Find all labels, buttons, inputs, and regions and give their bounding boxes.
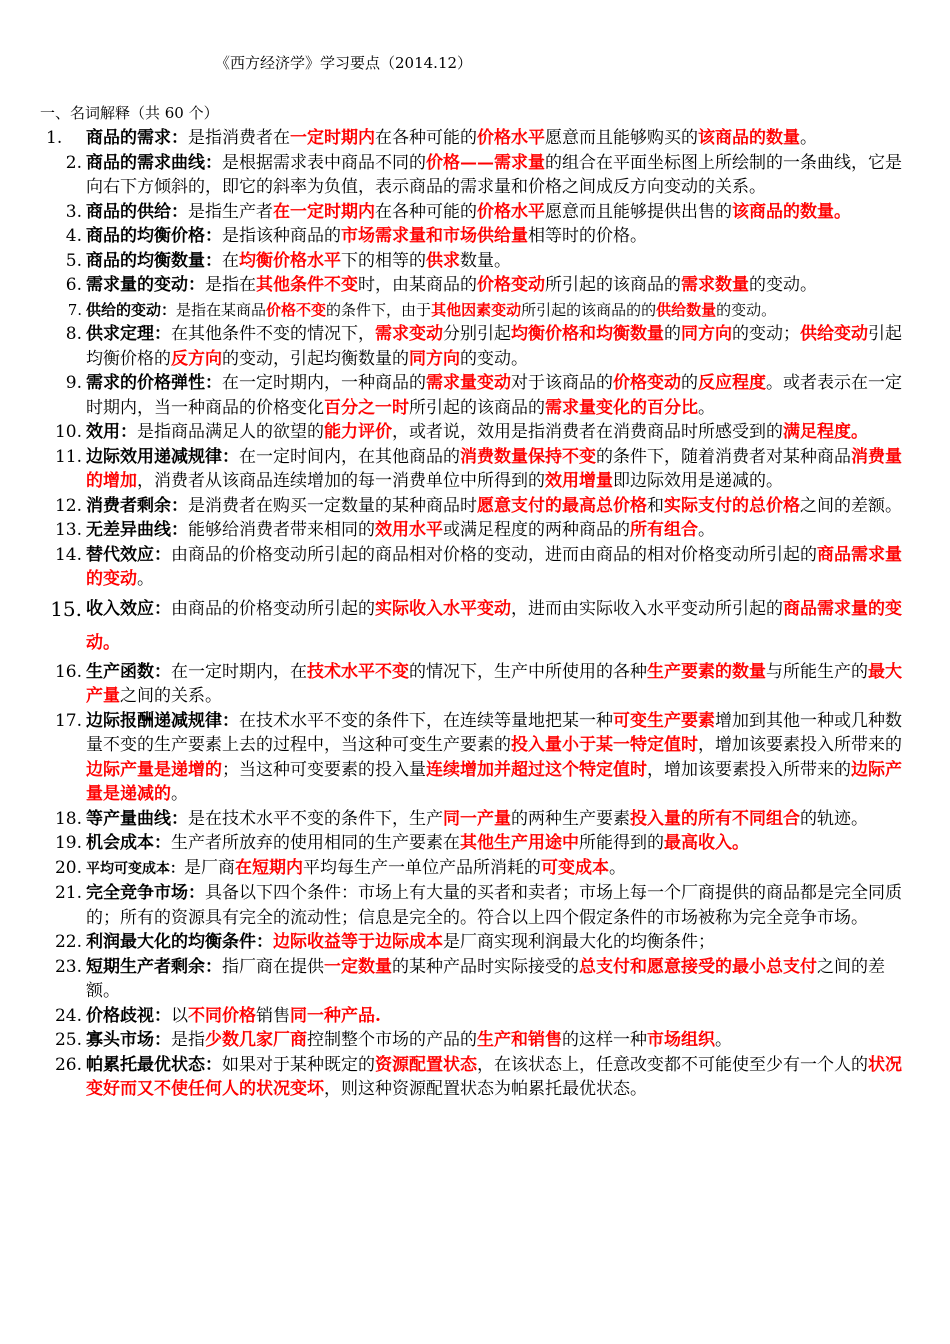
key-phrase: 供给变动: [800, 324, 868, 344]
key-phrase: 状况变好而又不使任何人的状况变坏: [86, 1054, 902, 1099]
key-phrase: 投入量小于某一特定值时: [511, 735, 698, 755]
definition-entry: [40, 249, 910, 274]
definition-text: 引起均衡价格的: [86, 324, 902, 369]
definition-text: 是指商品满足人的欲望的: [137, 422, 324, 442]
definition-entry: [40, 1053, 910, 1102]
key-phrase: 技术水平不变: [307, 661, 409, 682]
entry-number: 14.: [54, 544, 82, 565]
section-heading: 一、名词解释（共 60 个）: [40, 104, 219, 122]
entry-number: 17.: [54, 710, 82, 731]
definition-text: 的变动。: [749, 275, 817, 295]
key-phrase: 均衡价格和均衡数量: [511, 324, 664, 344]
key-phrase: 一定时期内: [290, 128, 375, 148]
entry-term: 机会成本：: [86, 833, 171, 853]
key-phrase: 消费量的增加: [86, 446, 902, 491]
entry-number: 11.: [54, 446, 82, 467]
definition-text: 是指: [171, 1030, 205, 1050]
definition-text: ，进而由实际收入水平变动所引起的: [511, 598, 783, 619]
key-phrase: 边际收益等于边际成本: [273, 932, 443, 952]
definition-entry: [40, 371, 910, 420]
entry-term: 利润最大化的均衡条件：: [86, 932, 273, 952]
entry-term: 商品的需求：: [86, 128, 188, 148]
key-phrase: 需求量变化的百分比: [545, 397, 698, 418]
definition-entry: [40, 445, 910, 494]
definition-entry: [40, 224, 910, 249]
definition-text: 所引起的该商品的的: [521, 300, 657, 319]
definition-entry: [40, 298, 910, 323]
definition-text: 所引起的该商品的: [409, 397, 545, 418]
key-phrase: 其他生产用途中: [460, 833, 579, 853]
entry-number: 24.: [54, 1005, 82, 1026]
definition-entry: [40, 126, 910, 151]
definition-entry: [40, 856, 910, 882]
entry-number: 8.: [65, 324, 82, 344]
definition-text: 与所能生产的: [766, 661, 868, 682]
key-phrase: 价格水平: [477, 201, 545, 222]
entry-term: 寡头市场：: [86, 1030, 171, 1050]
key-phrase: 愿意支付的最高总价格: [477, 495, 647, 516]
entry-term: 生产函数：: [86, 661, 171, 682]
key-phrase: 供求: [426, 250, 460, 271]
definition-text: 。: [698, 520, 715, 540]
key-phrase: 一定数量: [324, 956, 392, 977]
definition-text: 愿意而且能够购买的: [545, 128, 698, 148]
definition-text: 是厂商实现利润最大化的均衡条件；: [443, 932, 715, 952]
entry-number: 13.: [54, 520, 82, 540]
key-phrase: 边际产量是递减的: [86, 759, 902, 804]
definition-text: 生产者所放弃的使用相同的生产要素在: [171, 833, 460, 853]
definition-entry: [40, 273, 910, 298]
definition-entry: [40, 494, 910, 519]
entry-term: 商品的均衡数量：: [86, 250, 222, 271]
definition-text: ，在该状态上，任意改变都不可能使至少有一个人的: [477, 1054, 868, 1075]
key-phrase: 价格变动: [477, 275, 545, 295]
key-phrase: 价格不变: [266, 300, 327, 319]
definition-text: 数量。: [460, 250, 511, 271]
definition-text: 是指生产者: [188, 201, 273, 222]
entry-number: 4.: [65, 226, 82, 246]
key-phrase: 同一产量: [443, 808, 511, 829]
entry-term: 短期生产者剩余：: [86, 956, 222, 977]
entry-number: 25.: [54, 1030, 82, 1050]
entry-number: 6.: [65, 275, 82, 295]
definition-text: 的轨迹。: [800, 808, 868, 829]
entry-number: 2.: [65, 152, 82, 173]
key-phrase: 商品需求量的变动。: [86, 598, 902, 653]
definition-text: ，则这种资源配置状态为帕累托最优状态。: [324, 1079, 647, 1099]
definition-entry: [40, 200, 910, 225]
definition-text: 是指该种商品的: [222, 226, 341, 246]
definition-text: 是指在某商品: [176, 300, 267, 319]
entry-term: 替代效应：: [86, 544, 171, 565]
definition-text: 或满足程度的两种商品的: [443, 520, 630, 540]
key-phrase: 效用增量: [545, 471, 613, 491]
key-phrase: 价格变动: [613, 373, 681, 393]
definition-text: 的这样一种: [562, 1030, 647, 1050]
key-phrase: 商品需求量的变动: [86, 544, 902, 589]
key-phrase: 最大产量: [86, 661, 902, 706]
entry-number: 3.: [65, 201, 82, 222]
entry-number: 7.: [67, 300, 82, 319]
definition-text: 的条件下，由于: [326, 300, 432, 319]
definition-entry: [40, 322, 910, 371]
entry-number: 22.: [54, 932, 82, 952]
key-phrase: 最高收入。: [664, 833, 749, 853]
definition-text: 之间的关系。: [120, 686, 222, 706]
key-phrase: 同方向: [681, 324, 732, 344]
entry-term: 无差异曲线：: [86, 520, 188, 540]
definition-text: 的条件下，随着消费者对某种商品: [596, 446, 851, 467]
definition-entry: [40, 543, 910, 592]
key-phrase: 消费数量保持不变: [460, 446, 596, 467]
key-phrase: 其他条件不变: [256, 275, 358, 295]
entry-number: 20.: [54, 857, 82, 878]
definition-text: 即边际效用是递减的。: [613, 471, 783, 491]
key-phrase: 生产和销售: [477, 1030, 562, 1050]
definition-entry: [40, 660, 910, 709]
definition-text: 能够给消费者带来相同的: [188, 520, 375, 540]
definition-text: 所引起的该商品的: [545, 275, 681, 295]
definition-text: 增加到其他一种或几种数量不变的生产要素上去的过程中，当这种可变生产要素的: [86, 710, 902, 755]
definition-entry: [40, 420, 910, 445]
key-phrase: 生产要素的数量: [647, 661, 766, 682]
key-phrase: 需求量变动: [426, 373, 511, 393]
key-phrase: 同方向: [409, 348, 460, 369]
definition-text: 的变动。: [460, 348, 528, 369]
entry-number: 23.: [54, 956, 82, 977]
definition-entry: [40, 709, 910, 807]
key-phrase: 该商品的数量: [698, 128, 800, 148]
definition-entry: [40, 151, 910, 200]
definition-text: 是指在: [205, 275, 256, 295]
definition-text: 的变动；: [732, 324, 800, 344]
key-phrase: 需求数量: [681, 275, 749, 295]
definition-text: 。或者表示在一定时期内，当一种商品的价格变化: [86, 373, 902, 418]
key-phrase: 该商品的数量。: [732, 201, 851, 222]
entry-number: 5.: [65, 250, 82, 271]
entry-number: 21.: [54, 883, 82, 903]
definition-text: 愿意而且能够提供出售的: [545, 201, 732, 222]
definition-text: 时，由某商品的: [358, 275, 477, 295]
key-phrase: 连续增加并超过这个特定值时: [426, 759, 647, 780]
key-phrase: 满足程度。: [783, 422, 868, 442]
definition-text: 是在技术水平不变的条件下，生产: [188, 808, 443, 829]
definition-text: 的变动，引起均衡数量的: [222, 348, 409, 369]
definition-text: 对于该商品的: [511, 373, 613, 393]
definition-text: 在各种可能的: [375, 201, 477, 222]
definition-entry: [40, 592, 910, 660]
definition-text: 在一定时期内，一种商品的: [222, 373, 426, 393]
key-phrase: 同一种产品.: [290, 1005, 381, 1026]
key-phrase: 在短期内: [235, 857, 303, 878]
definition-text: 指厂商在提供: [222, 956, 324, 977]
key-phrase: 价格——需求量: [426, 152, 545, 173]
definition-text: 的: [664, 324, 681, 344]
definition-entry: [40, 1004, 910, 1029]
entry-term: 完全竞争市场：: [86, 883, 205, 903]
definition-entry: [40, 881, 910, 930]
entry-number: 12.: [54, 495, 82, 516]
entry-number: 9.: [65, 373, 82, 393]
entry-number: 10.: [54, 422, 82, 442]
entry-term: 收入效应：: [86, 598, 171, 619]
definition-text: 之间的差额。: [86, 956, 885, 1001]
definition-text: 具备以下四个条件：市场上有大量的买者和卖者；市场上每一个厂商提供的商品都是完全同质的；所有的资源具有完全的流动性；信息是完全的。符合以上四个假定条件的市场被称为完全竞争市场。: [86, 883, 902, 928]
entry-term: 平均可变成本：: [86, 860, 184, 877]
definition-text: 是厂商: [184, 857, 235, 878]
key-phrase: 投入量的所有不同组合: [630, 808, 800, 829]
definition-text: ；当这种可变要素的投入量: [222, 759, 426, 780]
key-phrase: 反应程度: [698, 373, 766, 393]
definition-text: 由商品的价格变动所引起的: [171, 598, 375, 619]
entry-number: 1.: [46, 128, 63, 148]
key-phrase: 价格水平: [477, 128, 545, 148]
entry-term: 效用：: [86, 422, 137, 442]
definition-text: 相等时的价格。: [528, 226, 647, 246]
definition-text: 销售: [256, 1005, 290, 1026]
definition-text: 在各种可能的: [375, 128, 477, 148]
definition-text: ，增加该要素投入所带来的: [647, 759, 851, 780]
definition-text: 平均每生产一单位产品所消耗的: [303, 857, 541, 878]
definition-entry: [40, 807, 910, 832]
key-phrase: 可变成本: [541, 857, 609, 878]
definition-text: 在一定时期内，在: [171, 661, 307, 682]
definition-text: 在其他条件不变的情况下，: [171, 324, 375, 344]
entry-term: 商品的均衡价格：: [86, 226, 222, 246]
definition-text: 在: [222, 250, 239, 271]
definition-text: ，增加该要素投入所带来的: [698, 735, 902, 755]
definition-text: 是消费者在购买一定数量的某种商品时: [188, 495, 477, 516]
definition-entry: [40, 1028, 910, 1053]
key-phrase: 实际收入水平变动: [375, 598, 511, 619]
definition-text: ，消费者从该商品连续增加的每一消费单位中所得到的: [137, 471, 545, 491]
entry-term: 供求定理：: [86, 324, 171, 344]
definition-text: 如果对于某种既定的: [222, 1054, 375, 1075]
definition-text: 。: [137, 569, 154, 589]
definition-entry: [40, 955, 910, 1004]
entry-number: 26.: [54, 1054, 82, 1075]
entry-term: 边际效用递减规律：: [86, 446, 239, 467]
entry-term: 帕累托最优状态：: [86, 1054, 222, 1075]
key-phrase: 资源配置状态: [375, 1054, 477, 1075]
definition-text: 。: [800, 128, 817, 148]
definition-text: 的: [681, 373, 698, 393]
key-phrase: 可变生产要素: [613, 710, 715, 731]
definition-text: 和: [647, 495, 664, 516]
key-phrase: 不同价格: [188, 1005, 256, 1026]
entry-number: 18.: [54, 808, 82, 829]
definition-text: 。: [171, 784, 188, 804]
key-phrase: 其他因素变动: [431, 300, 522, 319]
definition-text: 是指消费者在: [188, 128, 290, 148]
key-phrase: 效用水平: [375, 520, 443, 540]
definition-text: 是根据需求表中商品不同的: [222, 152, 426, 173]
definition-text: 由商品的价格变动所引起的商品相对价格的变动，进而由商品的相对价格变动所引起的: [171, 544, 817, 565]
definition-entry: [40, 831, 910, 856]
document-title: 《西方经济学》学习要点（2014.12）: [215, 54, 473, 72]
definition-text: 分别引起: [443, 324, 511, 344]
definition-text: 。: [715, 1030, 732, 1050]
key-phrase: 能力评价: [324, 422, 392, 442]
definition-text: 的某种产品时实际接受的: [392, 956, 579, 977]
entry-number: 16.: [54, 661, 82, 682]
key-phrase: 总支付和愿意接受的最小总支付: [579, 956, 817, 977]
key-phrase: 供给数量: [656, 300, 717, 319]
key-phrase: 少数几家厂商: [205, 1030, 307, 1050]
definition-text: 。: [609, 857, 626, 878]
entry-term: 等产量曲线：: [86, 808, 188, 829]
definition-text: 控制整个市场的产品的: [307, 1030, 477, 1050]
key-phrase: 实际支付的总价格: [664, 495, 800, 516]
definition-text: 下的相等的: [341, 250, 426, 271]
entry-number: 19.: [54, 833, 82, 853]
entry-term: 边际报酬递减规律：: [86, 710, 239, 731]
definition-text: ，或者说，效用是指消费者在消费商品时所感受到的: [392, 422, 783, 442]
definition-text: 。: [698, 397, 715, 418]
key-phrase: 均衡价格水平: [239, 250, 341, 271]
entry-term: 消费者剩余：: [86, 495, 188, 516]
entry-term: 需求量的变动：: [86, 275, 205, 295]
entry-term: 需求的价格弹性：: [86, 373, 222, 393]
definition-text: 之间的差额。: [800, 495, 902, 516]
key-phrase: 百分之一时: [324, 397, 409, 418]
entry-number: 15.: [50, 596, 82, 621]
key-phrase: 所有组合: [630, 520, 698, 540]
definition-list: [40, 126, 910, 1102]
entry-term: 商品的供给：: [86, 201, 188, 222]
definition-text: 的两种生产要素: [511, 808, 630, 829]
definition-text: 的情况下，生产中所使用的各种: [409, 661, 647, 682]
entry-term: 供给的变动：: [86, 300, 177, 319]
key-phrase: 需求变动: [375, 324, 443, 344]
key-phrase: 边际产量是递增的: [86, 759, 222, 780]
definition-entry: [40, 930, 910, 955]
key-phrase: 市场组织: [647, 1030, 715, 1050]
definition-entry: [40, 518, 910, 543]
key-phrase: 在一定时期内: [273, 201, 375, 222]
definition-text: 以: [171, 1005, 188, 1026]
definition-text: 所能得到的: [579, 833, 664, 853]
definition-text: 的组合在平面坐标图上所绘制的一条曲线，它是向右下方倾斜的，即它的斜率为负值，表示商品的需求量和价格之间成反方向变动的关系。: [86, 152, 902, 197]
entry-term: 价格歧视：: [86, 1005, 171, 1026]
key-phrase: 反方向: [171, 348, 222, 369]
key-phrase: 市场需求量和市场供给量: [341, 226, 528, 246]
definition-text: 的变动。: [716, 300, 777, 319]
definition-text: 在一定时间内，在其他商品的: [239, 446, 460, 467]
definition-text: 在技术水平不变的条件下，在连续等量地把某一种: [239, 710, 613, 731]
entry-term: 商品的需求曲线：: [86, 152, 222, 173]
